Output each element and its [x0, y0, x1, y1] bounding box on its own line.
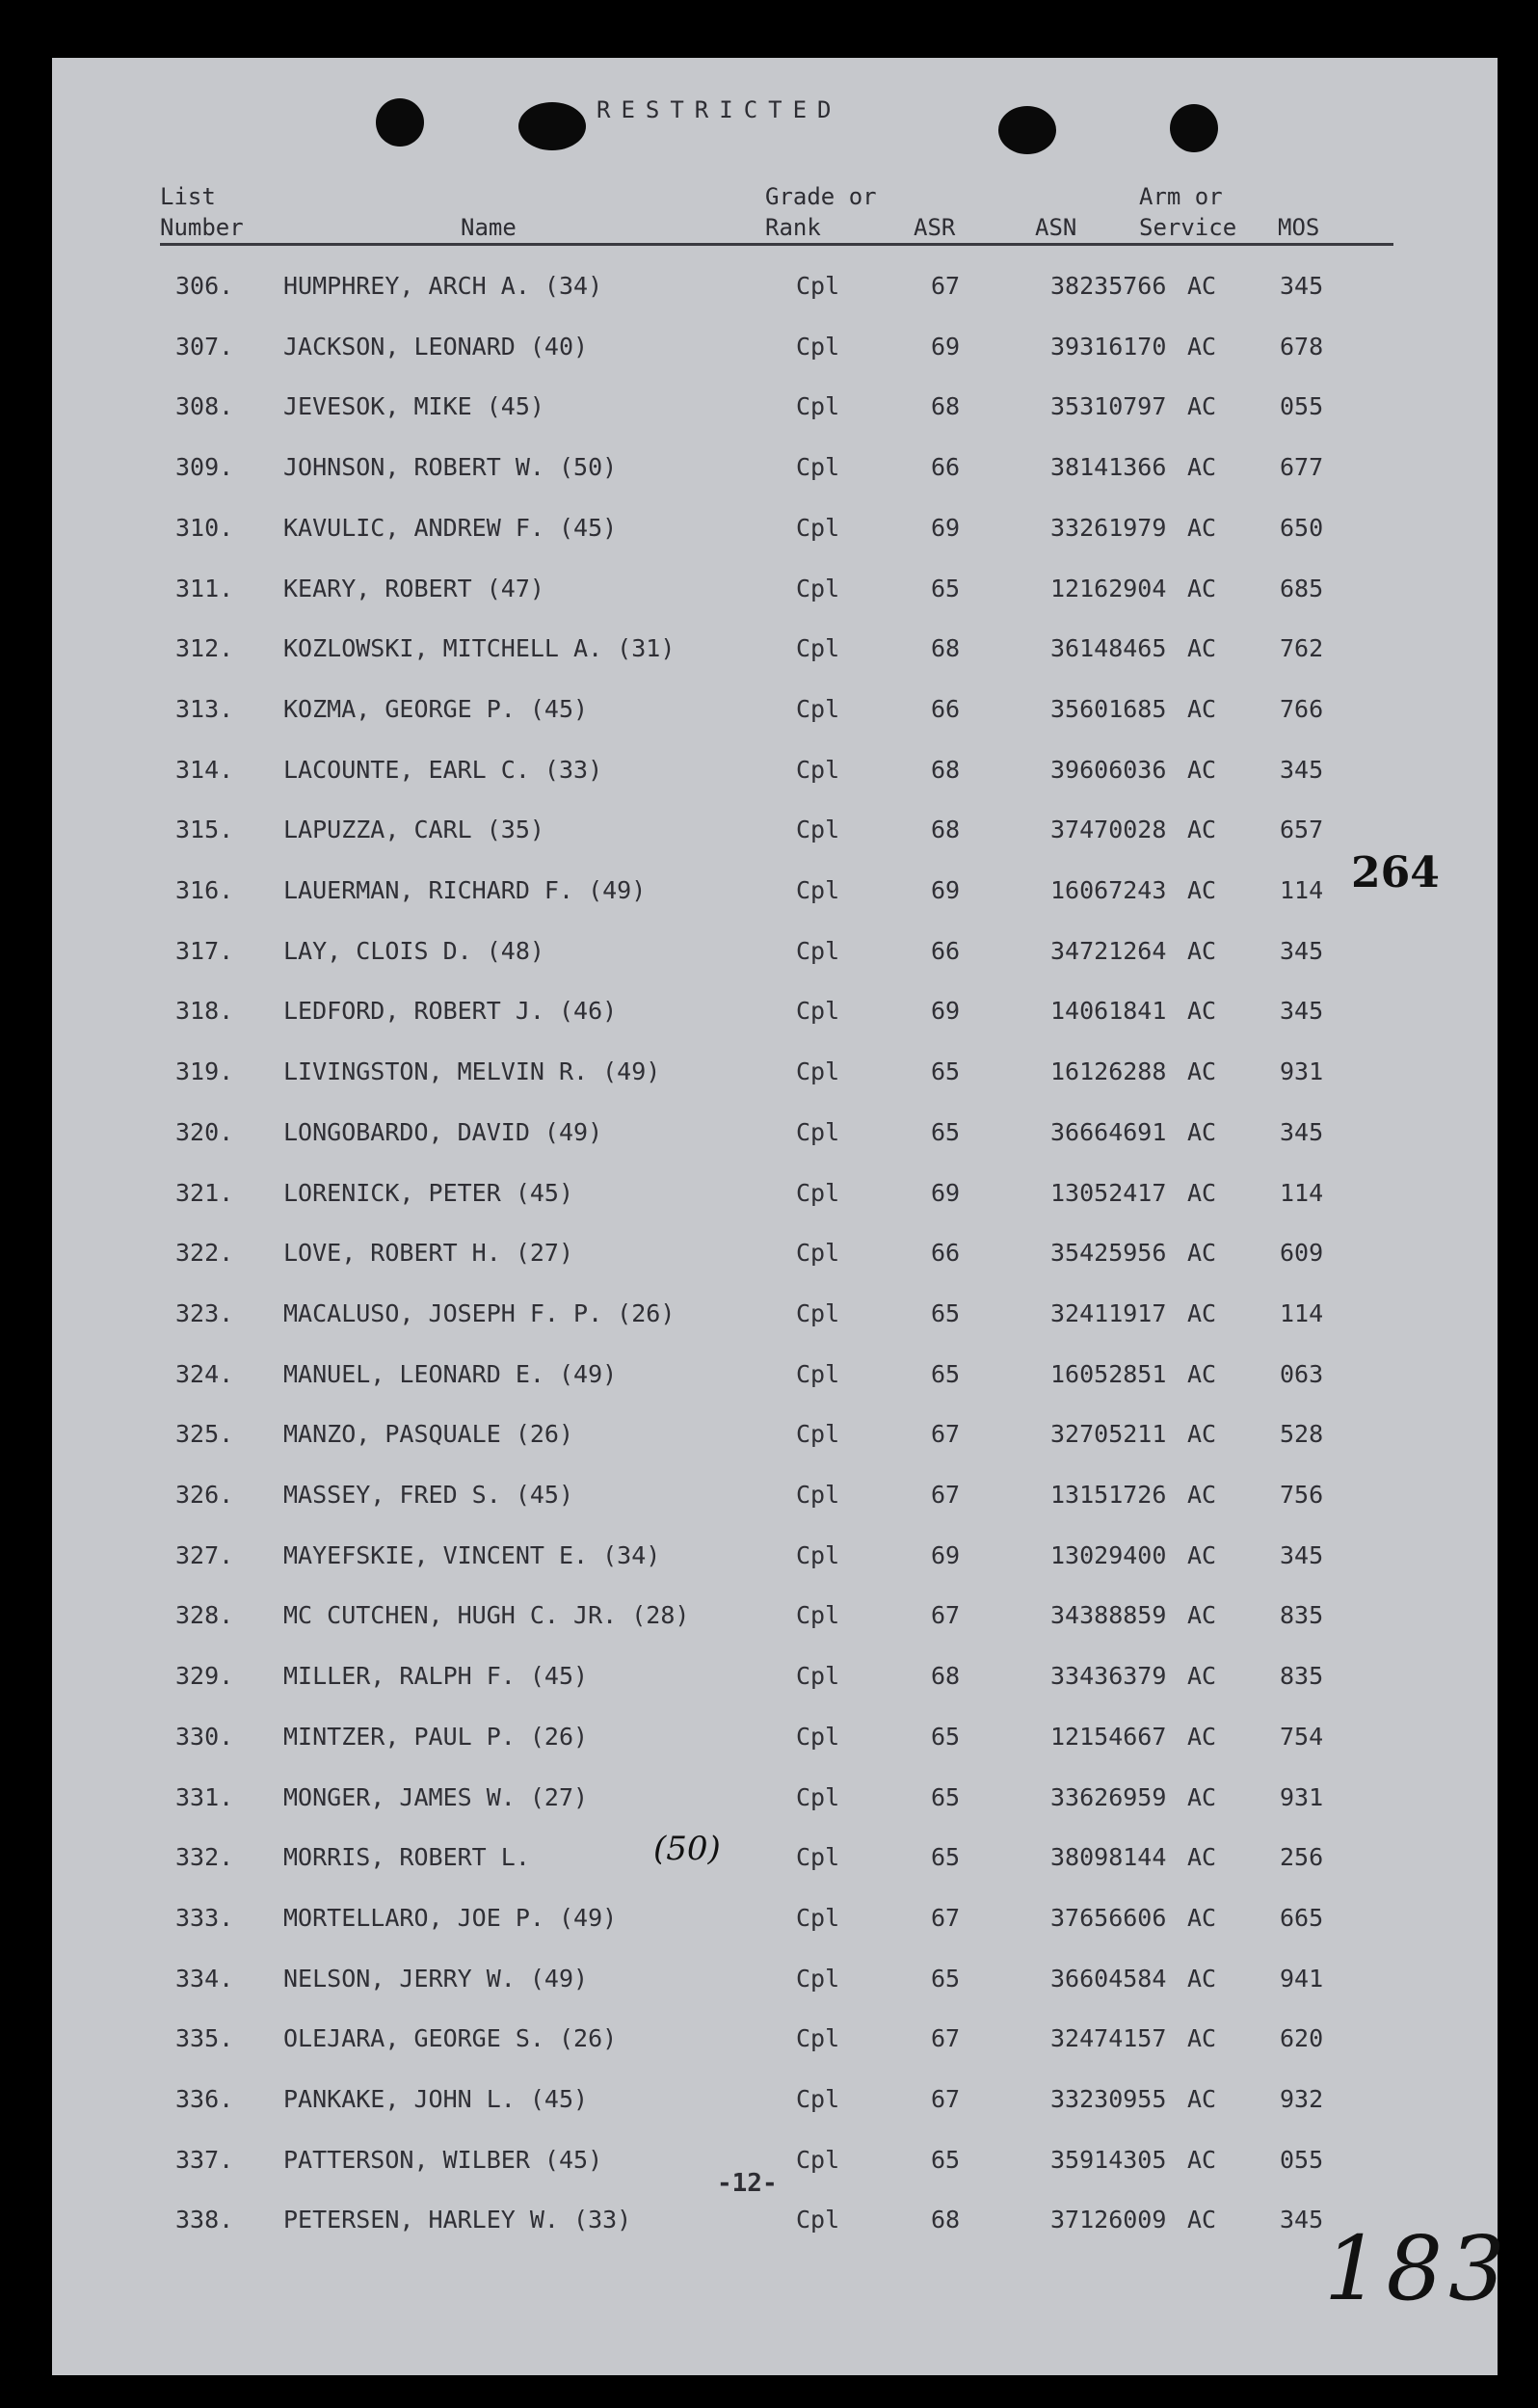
table-row [52, 1662, 1498, 1700]
table-row [52, 1057, 1498, 1096]
cell-grade: Cpl [796, 272, 840, 300]
cell-mos: 345 [1280, 1540, 1324, 1569]
table-row [52, 1541, 1498, 1580]
cell-arm: AC [1187, 1481, 1217, 1509]
cell-name: MINTZER, PAUL P. (26) [283, 1722, 589, 1751]
cell-num: 309. [175, 453, 234, 482]
cell-grade: Cpl [796, 876, 840, 904]
cell-name: JACKSON, LEONARD (40) [283, 332, 589, 361]
cell-grade: Cpl [796, 1117, 840, 1146]
cell-name: LONGOBARDO, DAVID (49) [283, 1117, 603, 1146]
cell-asr: 65 [931, 1964, 961, 1993]
col-header-name: Name [461, 214, 517, 241]
cell-asr: 67 [931, 2085, 961, 2113]
cell-asr: 66 [931, 453, 961, 482]
cell-asn: 37656606 [1050, 1903, 1167, 1932]
cell-num: 311. [175, 574, 234, 602]
document-page [52, 58, 1511, 2375]
cell-mos: 835 [1280, 1662, 1324, 1691]
cell-asr: 68 [931, 392, 961, 421]
cell-mos: 114 [1280, 1178, 1324, 1207]
cell-num: 315. [175, 816, 234, 844]
cell-arm: AC [1187, 1843, 1217, 1872]
header-rule [160, 243, 1393, 246]
cell-asr: 65 [931, 1782, 961, 1811]
cell-asr: 66 [931, 694, 961, 723]
cell-asn: 33626959 [1050, 1782, 1167, 1811]
cell-num: 316. [175, 876, 234, 904]
cell-asn: 14061841 [1050, 997, 1167, 1026]
cell-asn: 32474157 [1050, 2024, 1167, 2053]
cell-asr: 67 [931, 1903, 961, 1932]
cell-grade: Cpl [796, 936, 840, 965]
table-row [52, 1723, 1498, 1761]
cell-arm: AC [1187, 1662, 1217, 1691]
cell-num: 308. [175, 392, 234, 421]
cell-asr: 66 [931, 1239, 961, 1268]
cell-grade: Cpl [796, 1964, 840, 1993]
cell-grade: Cpl [796, 755, 840, 784]
cell-num: 320. [175, 1117, 234, 1146]
cell-asr: 68 [931, 755, 961, 784]
table-row [52, 1360, 1498, 1399]
cell-name: PATTERSON, WILBER (45) [283, 2145, 603, 2174]
punch-hole [998, 106, 1056, 154]
cell-arm: AC [1187, 453, 1217, 482]
cell-grade: Cpl [796, 2145, 840, 2174]
cell-name: MORRIS, ROBERT L. [283, 1843, 530, 1872]
cell-mos: 665 [1280, 1903, 1324, 1932]
cell-asn: 34721264 [1050, 936, 1167, 965]
cell-grade: Cpl [796, 2206, 840, 2234]
cell-grade: Cpl [796, 332, 840, 361]
cell-asn: 35425956 [1050, 1239, 1167, 1268]
cell-arm: AC [1187, 1178, 1217, 1207]
table-row [52, 453, 1498, 492]
col-header-mos: MOS [1278, 214, 1320, 241]
cell-num: 325. [175, 1420, 234, 1449]
col-header-list-line1: List [160, 183, 216, 210]
cell-asr: 65 [931, 1117, 961, 1146]
cell-arm: AC [1187, 272, 1217, 300]
cell-asn: 39606036 [1050, 755, 1167, 784]
cell-arm: AC [1187, 2085, 1217, 2113]
cell-name: MONGER, JAMES W. (27) [283, 1782, 589, 1811]
cell-grade: Cpl [796, 513, 840, 542]
table-row [52, 1904, 1498, 1942]
handwritten-number: 183 [1324, 2217, 1511, 2320]
cell-mos: 620 [1280, 2024, 1324, 2053]
cell-num: 317. [175, 936, 234, 965]
cell-num: 307. [175, 332, 234, 361]
table-row [52, 1118, 1498, 1157]
cell-mos: 063 [1280, 1359, 1324, 1388]
cell-grade: Cpl [796, 1662, 840, 1691]
table-row [52, 816, 1498, 854]
cell-name: MACALUSO, JOSEPH F. P. (26) [283, 1298, 676, 1327]
cell-name: LAUERMAN, RICHARD F. (49) [283, 876, 647, 904]
cell-asn: 38235766 [1050, 272, 1167, 300]
cell-mos: 114 [1280, 1298, 1324, 1327]
cell-name: LORENICK, PETER (45) [283, 1178, 574, 1207]
cell-mos: 766 [1280, 694, 1324, 723]
table-row [52, 937, 1498, 976]
cell-arm: AC [1187, 694, 1217, 723]
cell-name: KOZLOWSKI, MITCHELL A. (31) [283, 634, 676, 663]
cell-mos: 835 [1280, 1601, 1324, 1630]
cell-name: LAY, CLOIS D. (48) [283, 936, 544, 965]
cell-asn: 13052417 [1050, 1178, 1167, 1207]
cell-name: PANKAKE, JOHN L. (45) [283, 2085, 589, 2113]
cell-asr: 69 [931, 332, 961, 361]
cell-num: 332. [175, 1843, 234, 1872]
cell-name: PETERSEN, HARLEY W. (33) [283, 2206, 632, 2234]
cell-grade: Cpl [796, 1298, 840, 1327]
cell-num: 337. [175, 2145, 234, 2174]
cell-grade: Cpl [796, 1178, 840, 1207]
table-row [52, 1239, 1498, 1277]
cell-asn: 37470028 [1050, 816, 1167, 844]
cell-name: LEDFORD, ROBERT J. (46) [283, 997, 618, 1026]
cell-mos: 685 [1280, 574, 1324, 602]
cell-arm: AC [1187, 1298, 1217, 1327]
cell-name: MASSEY, FRED S. (45) [283, 1481, 574, 1509]
cell-name: KEARY, ROBERT (47) [283, 574, 544, 602]
cell-asn: 38098144 [1050, 1843, 1167, 1872]
col-header-list [160, 181, 244, 243]
cell-asn: 37126009 [1050, 2206, 1167, 2234]
cell-arm: AC [1187, 332, 1217, 361]
cell-num: 324. [175, 1359, 234, 1388]
cell-asr: 65 [931, 1359, 961, 1388]
cell-name: JEVESOK, MIKE (45) [283, 392, 544, 421]
cell-asr: 68 [931, 634, 961, 663]
cell-arm: AC [1187, 936, 1217, 965]
cell-asn: 13029400 [1050, 1540, 1167, 1569]
cell-num: 338. [175, 2206, 234, 2234]
cell-num: 328. [175, 1601, 234, 1630]
table-row [52, 2085, 1498, 2124]
cell-grade: Cpl [796, 1359, 840, 1388]
handwritten-correction: (50) [653, 1830, 721, 1868]
table-row [52, 1843, 1498, 1882]
cell-mos: 345 [1280, 2206, 1324, 2234]
table-row [52, 2206, 1498, 2244]
col-header-list-line2: Number [160, 214, 244, 241]
cell-asn: 38141366 [1050, 453, 1167, 482]
cell-asr: 66 [931, 936, 961, 965]
cell-asn: 13151726 [1050, 1481, 1167, 1509]
table-row [52, 1299, 1498, 1338]
cell-mos: 055 [1280, 2145, 1324, 2174]
cell-asr: 68 [931, 1662, 961, 1691]
cell-grade: Cpl [796, 574, 840, 602]
cell-num: 327. [175, 1540, 234, 1569]
cell-mos: 931 [1280, 1057, 1324, 1086]
cell-name: MAYEFSKIE, VINCENT E. (34) [283, 1540, 661, 1569]
cell-grade: Cpl [796, 453, 840, 482]
cell-name: JOHNSON, ROBERT W. (50) [283, 453, 618, 482]
restricted-header: RESTRICTED [597, 96, 842, 123]
cell-grade: Cpl [796, 2024, 840, 2053]
cell-asn: 36664691 [1050, 1117, 1167, 1146]
punch-hole [518, 102, 586, 150]
cell-arm: AC [1187, 1117, 1217, 1146]
table-row [52, 1481, 1498, 1519]
cell-mos: 055 [1280, 392, 1324, 421]
cell-arm: AC [1187, 1359, 1217, 1388]
cell-asn: 16126288 [1050, 1057, 1167, 1086]
cell-mos: 256 [1280, 1843, 1324, 1872]
table-row [52, 272, 1498, 310]
cell-grade: Cpl [796, 1420, 840, 1449]
cell-grade: Cpl [796, 1903, 840, 1932]
cell-name: NELSON, JERRY W. (49) [283, 1964, 589, 1993]
cell-num: 322. [175, 1239, 234, 1268]
cell-grade: Cpl [796, 997, 840, 1026]
cell-asr: 65 [931, 1057, 961, 1086]
table-row [52, 333, 1498, 371]
cell-arm: AC [1187, 1057, 1217, 1086]
col-header-arm-line1: Arm or [1139, 183, 1223, 210]
cell-grade: Cpl [796, 1057, 840, 1086]
cell-arm: AC [1187, 1239, 1217, 1268]
cell-asn: 33436379 [1050, 1662, 1167, 1691]
cell-arm: AC [1187, 755, 1217, 784]
cell-name: MILLER, RALPH F. (45) [283, 1662, 589, 1691]
cell-name: OLEJARA, GEORGE S. (26) [283, 2024, 618, 2053]
cell-asr: 67 [931, 2024, 961, 2053]
cell-grade: Cpl [796, 1722, 840, 1751]
cell-asr: 65 [931, 2145, 961, 2174]
cell-arm: AC [1187, 2145, 1217, 2174]
cell-arm: AC [1187, 1903, 1217, 1932]
cell-mos: 762 [1280, 634, 1324, 663]
cell-arm: AC [1187, 1964, 1217, 1993]
cell-num: 331. [175, 1782, 234, 1811]
cell-name: MANZO, PASQUALE (26) [283, 1420, 574, 1449]
cell-asn: 12154667 [1050, 1722, 1167, 1751]
cell-mos: 114 [1280, 876, 1324, 904]
cell-arm: AC [1187, 634, 1217, 663]
cell-num: 313. [175, 694, 234, 723]
cell-asr: 67 [931, 1601, 961, 1630]
col-header-asr: ASR [914, 214, 956, 241]
table-row [52, 514, 1498, 552]
cell-arm: AC [1187, 876, 1217, 904]
table-row [52, 695, 1498, 734]
cell-num: 318. [175, 997, 234, 1026]
table-row [52, 1783, 1498, 1822]
cell-grade: Cpl [796, 1239, 840, 1268]
table-row [52, 876, 1498, 915]
cell-mos: 650 [1280, 513, 1324, 542]
cell-num: 336. [175, 2085, 234, 2113]
cell-name: MANUEL, LEONARD E. (49) [283, 1359, 618, 1388]
table-row [52, 575, 1498, 613]
cell-mos: 657 [1280, 816, 1324, 844]
cell-grade: Cpl [796, 2085, 840, 2113]
cell-num: 310. [175, 513, 234, 542]
cell-asr: 67 [931, 272, 961, 300]
cell-name: LACOUNTE, EARL C. (33) [283, 755, 603, 784]
cell-asr: 69 [931, 1178, 961, 1207]
col-header-grade-line1: Grade or [765, 183, 877, 210]
cell-asn: 39316170 [1050, 332, 1167, 361]
cell-num: 319. [175, 1057, 234, 1086]
cell-num: 321. [175, 1178, 234, 1207]
cell-mos: 754 [1280, 1722, 1324, 1751]
cell-asn: 36604584 [1050, 1964, 1167, 1993]
cell-mos: 345 [1280, 1117, 1324, 1146]
cell-asr: 67 [931, 1481, 961, 1509]
table-row [52, 634, 1498, 673]
cell-asn: 16067243 [1050, 876, 1167, 904]
cell-asr: 65 [931, 1843, 961, 1872]
table-row [52, 1420, 1498, 1458]
cell-arm: AC [1187, 513, 1217, 542]
cell-mos: 345 [1280, 272, 1324, 300]
cell-arm: AC [1187, 2024, 1217, 2053]
cell-mos: 932 [1280, 2085, 1324, 2113]
table-row [52, 756, 1498, 794]
cell-asn: 16052851 [1050, 1359, 1167, 1388]
cell-grade: Cpl [796, 1843, 840, 1872]
col-header-grade-line2: Rank [765, 214, 821, 241]
table-row [52, 1965, 1498, 2003]
table-row [52, 1179, 1498, 1217]
punch-hole [376, 98, 424, 147]
cell-asn: 34388859 [1050, 1601, 1167, 1630]
cell-num: 314. [175, 755, 234, 784]
cell-num: 330. [175, 1722, 234, 1751]
cell-asn: 12162904 [1050, 574, 1167, 602]
cell-grade: Cpl [796, 392, 840, 421]
cell-asr: 65 [931, 1298, 961, 1327]
cell-asr: 68 [931, 816, 961, 844]
table-row [52, 392, 1498, 431]
page-number: -12- [717, 2169, 778, 2198]
cell-arm: AC [1187, 392, 1217, 421]
table-row [52, 997, 1498, 1035]
cell-num: 329. [175, 1662, 234, 1691]
cell-grade: Cpl [796, 634, 840, 663]
cell-name: LOVE, ROBERT H. (27) [283, 1239, 574, 1268]
cell-num: 333. [175, 1903, 234, 1932]
cell-grade: Cpl [796, 816, 840, 844]
punch-hole [1170, 104, 1218, 152]
table-row [52, 2024, 1498, 2063]
cell-name: HUMPHREY, ARCH A. (34) [283, 272, 603, 300]
table-row [52, 1601, 1498, 1640]
cell-grade: Cpl [796, 694, 840, 723]
cell-arm: AC [1187, 1420, 1217, 1449]
cell-num: 334. [175, 1964, 234, 1993]
cell-num: 326. [175, 1481, 234, 1509]
cell-arm: AC [1187, 997, 1217, 1026]
cell-num: 323. [175, 1298, 234, 1327]
cell-asn: 33261979 [1050, 513, 1167, 542]
cell-name: LAPUZZA, CARL (35) [283, 816, 544, 844]
cell-asr: 69 [931, 1540, 961, 1569]
col-header-grade [765, 181, 877, 243]
cell-name: LIVINGSTON, MELVIN R. (49) [283, 1057, 661, 1086]
cell-arm: AC [1187, 1540, 1217, 1569]
cell-asn: 35601685 [1050, 694, 1167, 723]
cell-mos: 609 [1280, 1239, 1324, 1268]
col-header-asn: ASN [1035, 214, 1077, 241]
cell-name: KOZMA, GEORGE P. (45) [283, 694, 589, 723]
col-header-arm-line2: Service [1139, 214, 1237, 241]
cell-mos: 677 [1280, 453, 1324, 482]
cell-grade: Cpl [796, 1782, 840, 1811]
cell-mos: 345 [1280, 755, 1324, 784]
cell-arm: AC [1187, 1722, 1217, 1751]
cell-arm: AC [1187, 1782, 1217, 1811]
cell-asr: 69 [931, 997, 961, 1026]
cell-name: KAVULIC, ANDREW F. (45) [283, 513, 618, 542]
cell-mos: 678 [1280, 332, 1324, 361]
cell-asr: 67 [931, 1420, 961, 1449]
stamped-number: 264 [1351, 848, 1440, 897]
cell-arm: AC [1187, 816, 1217, 844]
cell-asn: 35914305 [1050, 2145, 1167, 2174]
cell-num: 306. [175, 272, 234, 300]
cell-asn: 35310797 [1050, 392, 1167, 421]
cell-asn: 33230955 [1050, 2085, 1167, 2113]
cell-asr: 69 [931, 876, 961, 904]
cell-arm: AC [1187, 2206, 1217, 2234]
cell-asn: 32411917 [1050, 1298, 1167, 1327]
cell-mos: 756 [1280, 1481, 1324, 1509]
cell-num: 335. [175, 2024, 234, 2053]
cell-grade: Cpl [796, 1540, 840, 1569]
cell-mos: 345 [1280, 936, 1324, 965]
col-header-arm [1139, 181, 1236, 243]
cell-asr: 68 [931, 2206, 961, 2234]
cell-mos: 941 [1280, 1964, 1324, 1993]
cell-asn: 36148465 [1050, 634, 1167, 663]
cell-mos: 345 [1280, 997, 1324, 1026]
cell-asr: 69 [931, 513, 961, 542]
cell-asr: 65 [931, 1722, 961, 1751]
cell-name: MC CUTCHEN, HUGH C. JR. (28) [283, 1601, 690, 1630]
cell-arm: AC [1187, 1601, 1217, 1630]
cell-grade: Cpl [796, 1481, 840, 1509]
cell-name: MORTELLARO, JOE P. (49) [283, 1903, 618, 1932]
cell-mos: 528 [1280, 1420, 1324, 1449]
cell-grade: Cpl [796, 1601, 840, 1630]
cell-arm: AC [1187, 574, 1217, 602]
cell-asr: 65 [931, 574, 961, 602]
cell-asn: 32705211 [1050, 1420, 1167, 1449]
cell-mos: 931 [1280, 1782, 1324, 1811]
cell-num: 312. [175, 634, 234, 663]
